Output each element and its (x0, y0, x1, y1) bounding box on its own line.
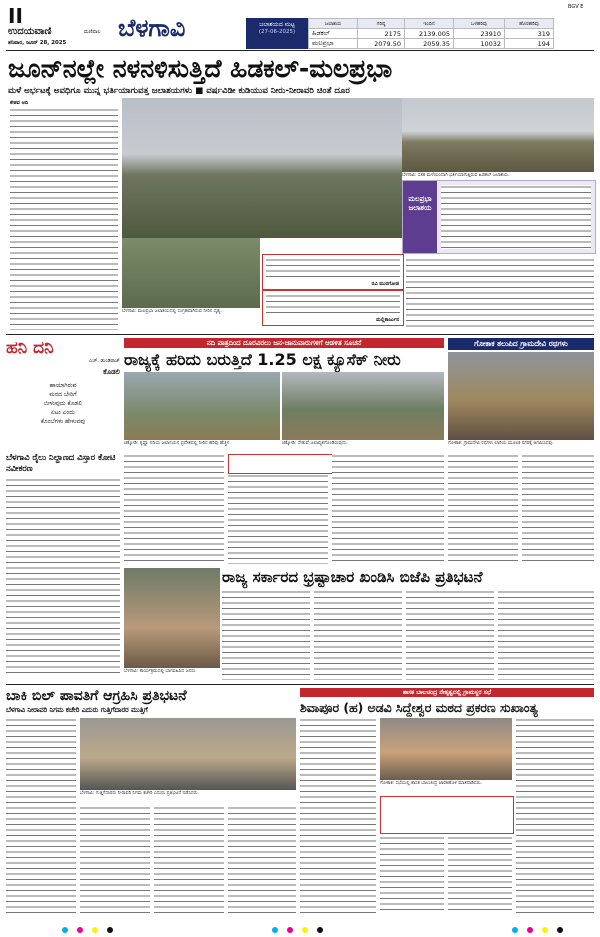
chariot-photo (448, 352, 594, 440)
bill-body-1 (6, 718, 76, 914)
rail-body (6, 478, 120, 676)
table-row: ಹಿಡಕಲ್ 2175 2139.005 23910 319 (309, 29, 554, 39)
gokak-headline: ಗೋಕಾಕ ತಲುಪಿದ ಗ್ರಾಮದೇವಿ ರಥಗಳು (448, 338, 594, 350)
math-body-4 (448, 836, 512, 914)
section-rule-2 (6, 684, 594, 685)
quote-box-2 (262, 290, 404, 326)
flood-caption-2: ಚಿಕ್ಕೋಡಿ: ಸೇತುವೆ ಜಲಾವೃತಗೊಂಡಿರುವುದು. (282, 441, 349, 446)
bjp-headline: ರಾಜ್ಯ ಸರ್ಕಾರದ ಭ್ರಷ್ಟಾಚಾರ ಖಂಡಿಸಿ ಬಿಜೆಪಿ ಪ್ರತಿಭಟನೆ (222, 568, 483, 586)
bjp-body-4 (498, 590, 594, 680)
masthead-rule (6, 50, 594, 51)
bill-caption: ಬೆಳಗಾವಿ: ಗುತ್ತಿಗೆದಾರರು ನೀರಾವರಿ ನಿಗಮ ಕಚೇರಿ ಎದುರು ಪ್ರತಿಭಟನೆ ನಡೆಸಿದರು. (80, 791, 200, 796)
edition-tag: ಮಣಿಪಾಲ (84, 29, 101, 35)
math-body-1 (300, 718, 376, 914)
reservoir-table-date: (27-06-2025) (258, 29, 296, 35)
quote-1-name: ರವಿ ಮುರಗೋಡ (371, 281, 399, 287)
poem-line: ಹಾಯಾಗಿರುವ (49, 382, 77, 389)
gokak-body-2 (522, 454, 594, 564)
header-max: ಗರಿಷ್ಠ (358, 19, 405, 29)
math-caption: ಗೋಕಾಕ: ಸಭೆಯಲ್ಲಿ ಶಾಸಕ ಬಾಲಚಂದ್ರ ಜಾರಕಿಹೊಳಿ ಮಾತನಾಡಿದರು. (380, 781, 483, 786)
bill-body-2 (80, 806, 150, 914)
meeting-photo (380, 718, 512, 780)
lead-body-text (10, 108, 118, 330)
header-inflow: ಒಳಹರಿವು (454, 19, 505, 29)
poem-title: ಕೊಡಲಿ (103, 368, 120, 376)
sidebar-text (441, 185, 591, 249)
river-photo-1 (124, 372, 280, 440)
section-rule-1 (6, 334, 594, 335)
header-reservoir: ಜಲಾಶಯ (309, 19, 358, 29)
poem-line: ಬೀಳುವುದು ಕೊಡಲಿ (44, 400, 82, 407)
city-title: ಬೆಳಗಾವಿ (118, 14, 186, 42)
bjp-body-2 (314, 590, 402, 680)
quote-2-name: ಮಲ್ಲಿಕಾರ್ಜುನ (376, 317, 399, 323)
protest-photo-caption: ಬೆಳಗಾವಿ: ಕಾರ್ಯಕ್ರಮದಲ್ಲಿ ಭಾಗವಹಿಸಿದ ಜನರು. (124, 669, 197, 674)
bill-body-4 (228, 806, 296, 914)
math-body-3 (380, 836, 444, 914)
date-line: ಶನಿವಾರ, ಜೂನ್ 28, 2025 (8, 40, 67, 46)
bill-subhead: ಬೆಳಗಾವಿ ನೀರಾವರಿ ನಿಗಮ ಕಚೇರಿ ಎದುರು ಗುತ್ತಿಗೆದಾರರ ಮುತ್ತಿಗೆ (6, 706, 148, 714)
header-today: ಇಂದಿನ (405, 19, 454, 29)
lead-headline: ಜೂನ್‌ನಲ್ಲೇ ನಳನಳಿಸುತ್ತಿದೆ ಹಿಡಕಲ್‌-ಮಲಪ್ರಭಾ (8, 54, 393, 83)
poem-line: ಕೊಂಬೆಗಳು ಹೇಳುವವು (40, 418, 86, 425)
malaprabha-sidebar (402, 180, 596, 254)
flood-caption-1: ಚಿಕ್ಕೋಡಿ: ಕೃಷ್ಣಾ ನದಿಯ ಜಲಾನಯನ ಪ್ರದೇಶದಲ್ಲಿ ನೀರಿನ ಹರಿವು ಹೆಚ್ಚಳ. (124, 441, 231, 446)
reservoir-table (246, 18, 554, 49)
brand-name: ಉದಯವಾಣಿ (8, 26, 52, 37)
river-photo-2 (282, 372, 444, 440)
quote-box-1 (262, 254, 404, 290)
table-row: ಮಲಪ್ರಭಾ 2079.50 2059.35 10032 194 (309, 39, 554, 49)
flood-headline: ರಾಜ್ಯಕ್ಕೆ ಹರಿದು ಬರುತ್ತಿದೆ 1.25 ಲಕ್ಷ ಕ್ಯೂಸೆಕ್‌ ನೀರು (124, 350, 401, 369)
page-number: II (8, 4, 23, 28)
flood-body-1 (124, 454, 224, 564)
flood-body-2 (228, 474, 328, 564)
lead-caption-left: ಬೆಳಗಾವಿ: ಮಲಪ್ರಭಾ ಜಲಾಶಯದಲ್ಲಿ ಸಂಗ್ರಹವಾಗಿರುವ ನೀರಿನ ದೃಶ್ಯ. (122, 309, 222, 314)
sidebar-title: ಮಲಪ್ರಭಾ ಜಲಾಶಯ (403, 181, 437, 253)
hanidani-box (6, 338, 120, 450)
rail-headline: ಬೆಳಗಾವಿ ರೈಲು ನಿಲ್ದಾಣದ ವಿಸ್ತಾರ ಕೋಟಿ ನವೀಕರಣ (6, 452, 116, 473)
dam-aerial-photo (122, 238, 260, 308)
math-body-2 (516, 718, 594, 914)
math-strap: ಶಾಸಕ ಬಾಲಚಂದ್ರ ನೇತೃತ್ವದಲ್ಲಿ ಗ್ರಾಮಸ್ಥರ ಸಭೆ (300, 688, 594, 697)
corner-code: BGV E (568, 4, 584, 10)
lead-kicker: ಕೇಶವ ಆದಿ (10, 100, 29, 106)
hanidani-author: ಎಚ್. ಡುಂಡಿರಾಜ್ (89, 358, 120, 364)
header-outflow: ಹೊರಹರಿವು (505, 19, 554, 29)
math-headline: ಶಿವಾಪೂರ (ಹ) ಅಡವಿ ಸಿದ್ದೇಶ್ವರ ಮಠದ ಪ್ರಕರಣ ಸುಖಾಂತ್ಯ (300, 700, 538, 715)
malaprabha-photo (402, 98, 594, 172)
lead-subhead: ಮಳೆ ಅರ್ಭಟಕ್ಕೆ ಅವಧಿಗೂ ಮುನ್ನ ಭರ್ತಿಯಾಗುವತ್ತ ಜಲಾಶಯಗಳು ■ ವರ್ಷವಿಡೀ ಕುಡಿಯುವ ನೀರು-ನೀರಾವರಿ ಚಿಂತೆ ದೂರ (8, 86, 350, 96)
bill-headline: ಬಾಕಿ ಬಿಲ್‌ ಪಾವತಿಗೆ ಆಗ್ರಹಿಸಿ ಪ್ರತಿಭಟನೆ (6, 688, 187, 704)
flood-body-3 (332, 454, 444, 564)
hidkal-dam-photo (122, 98, 402, 238)
bjp-body-1 (222, 590, 310, 680)
poem-line: ಏಟು ಎಂದು (51, 409, 75, 416)
flood-strap: ನದಿ ಪಾತ್ರದಿಂದ ದೂರವಿರಲು ಜನ-ಜಾನುವಾರುಗಳಿಗೆ ಆಡಳಿತ ಸೂಚನೆ (124, 338, 444, 348)
gokak-caption: ಗೋಕಾಕ: ಗ್ರಾಮದೇವಿ ರಥಗಳು ಲಾರಿಯ ಮೂಲಕ ನಗರಕ್ಕೆ ಆಗಮಿಸಿದವು. (448, 441, 554, 446)
lead-body-col2 (406, 258, 594, 330)
bjp-body-3 (406, 590, 494, 680)
math-quote-box (380, 796, 514, 834)
reservoir-stats (308, 18, 554, 49)
reservoir-table-title: ಜಲಾಶಯದ ಮಟ್ಟ (259, 21, 295, 28)
contractors-photo (80, 718, 296, 790)
gokak-body-1 (448, 454, 518, 564)
protest-photo (124, 568, 220, 668)
lead-caption-right: ಬೆಳಗಾವಿ: ಸತತ ಮಳೆಯಿಂದಾಗಿ ಭರ್ತಿಯಾಗುತ್ತಿರುವ ಹಿಡಕಲ್ ಜಲಾಶಯ. (402, 173, 510, 178)
poem-line: ಮರದ ಬೇರಿಗೆ (49, 391, 77, 398)
bill-body-3 (154, 806, 224, 914)
hanidani-title: ಹನಿ ದನಿ (6, 338, 54, 358)
